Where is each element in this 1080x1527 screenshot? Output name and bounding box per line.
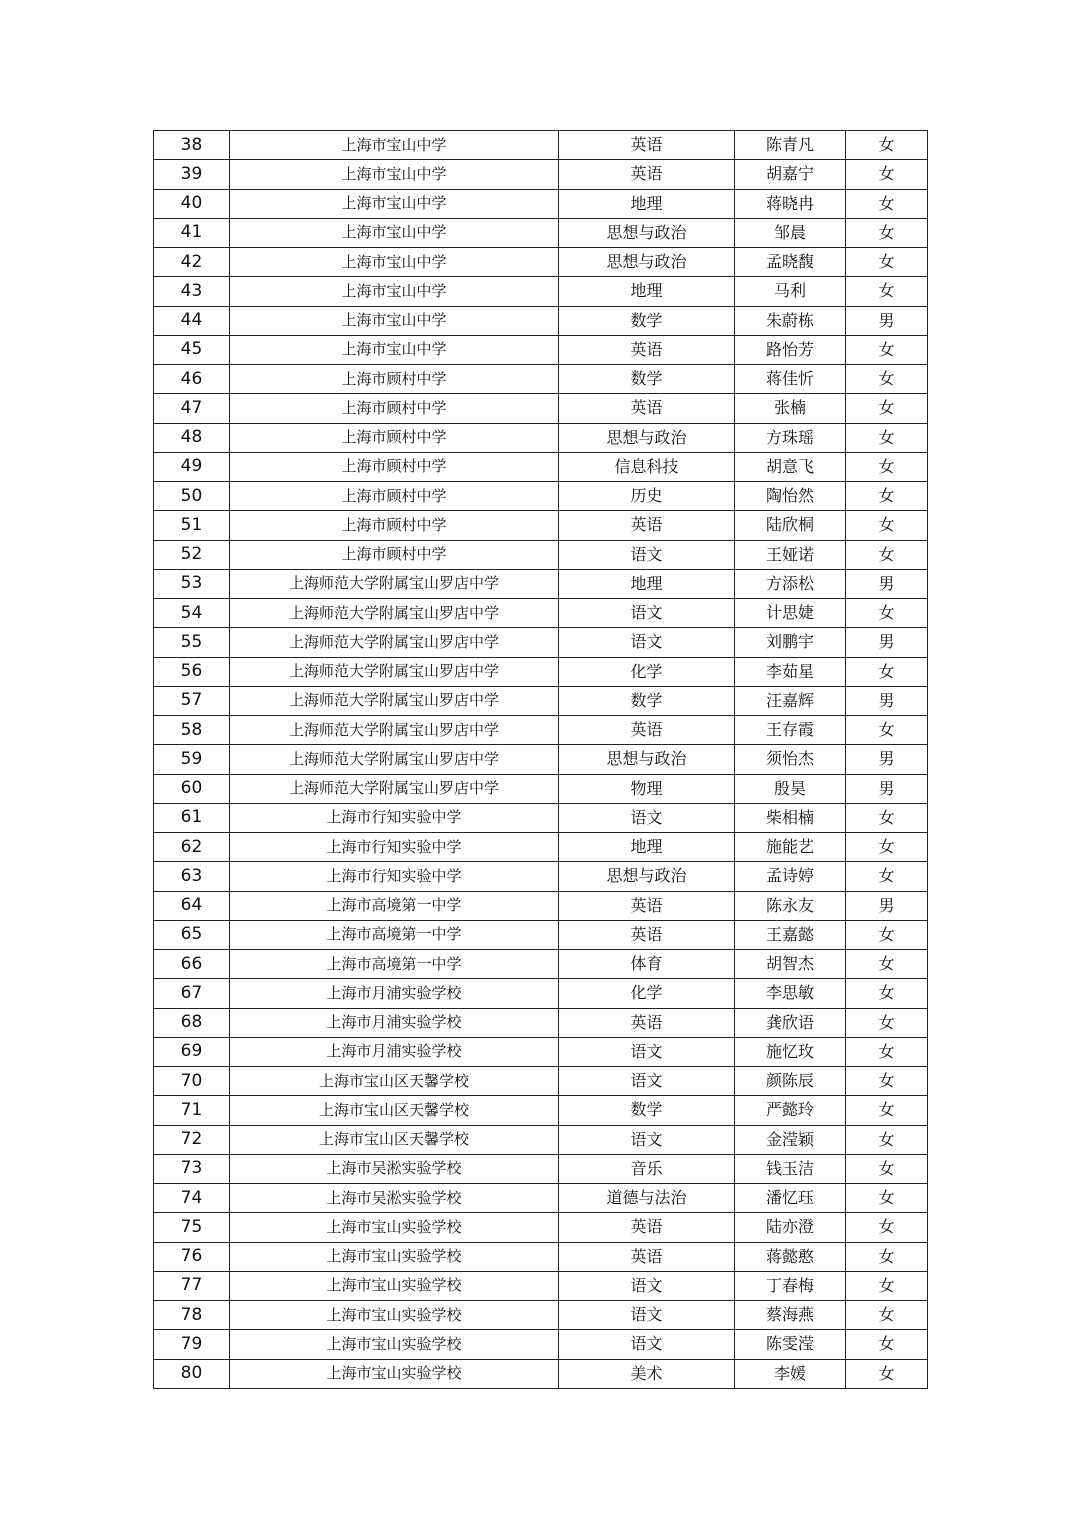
row-number-cell: 80 (154, 1359, 230, 1388)
gender-cell: 女 (846, 803, 928, 832)
teacher-name-cell: 钱玉洁 (735, 1154, 846, 1183)
school-cell: 上海市行知实验中学 (230, 862, 559, 891)
school-cell: 上海师范大学附属宝山罗店中学 (230, 599, 559, 628)
row-number-cell: 51 (154, 511, 230, 540)
teacher-name-cell: 蒋晓冉 (735, 189, 846, 218)
teacher-name-cell: 施忆玫 (735, 1037, 846, 1066)
row-number-cell: 64 (154, 891, 230, 920)
subject-cell: 数学 (559, 306, 735, 335)
row-number-cell: 74 (154, 1184, 230, 1213)
table-row (154, 745, 928, 774)
school-cell: 上海市宝山中学 (230, 189, 559, 218)
subject-cell: 思想与政治 (559, 862, 735, 891)
gender-cell: 女 (846, 657, 928, 686)
school-cell: 上海市高境第一中学 (230, 920, 559, 949)
teacher-name-cell: 胡智杰 (735, 950, 846, 979)
school-cell: 上海市行知实验中学 (230, 803, 559, 832)
gender-cell: 女 (846, 979, 928, 1008)
teacher-name-cell: 邹晨 (735, 218, 846, 247)
row-number-cell: 54 (154, 599, 230, 628)
teacher-name-cell: 王娅诺 (735, 540, 846, 569)
school-cell: 上海市宝山区天馨学校 (230, 1125, 559, 1154)
subject-cell: 语文 (559, 628, 735, 657)
table-row (154, 774, 928, 803)
teacher-name-cell: 蔡海燕 (735, 1301, 846, 1330)
row-number-cell: 49 (154, 452, 230, 481)
table-row (154, 1037, 928, 1066)
gender-cell: 女 (846, 1037, 928, 1066)
school-cell: 上海师范大学附属宝山罗店中学 (230, 569, 559, 598)
teacher-name-cell: 陈青凡 (735, 131, 846, 160)
teacher-name-cell: 方添松 (735, 569, 846, 598)
school-cell: 上海市行知实验中学 (230, 833, 559, 862)
subject-cell: 语文 (559, 1271, 735, 1300)
school-cell: 上海市宝山中学 (230, 306, 559, 335)
subject-cell: 语文 (559, 1330, 735, 1359)
school-cell: 上海市顾村中学 (230, 365, 559, 394)
row-number-cell: 59 (154, 745, 230, 774)
gender-cell: 女 (846, 365, 928, 394)
gender-cell: 男 (846, 774, 928, 803)
school-cell: 上海市宝山中学 (230, 131, 559, 160)
gender-cell: 女 (846, 1067, 928, 1096)
school-cell: 上海市宝山实验学校 (230, 1213, 559, 1242)
teacher-name-cell: 龚欣语 (735, 1008, 846, 1037)
teacher-name-cell: 施能艺 (735, 833, 846, 862)
subject-cell: 英语 (559, 335, 735, 364)
subject-cell: 地理 (559, 833, 735, 862)
row-number-cell: 40 (154, 189, 230, 218)
row-number-cell: 65 (154, 920, 230, 949)
row-number-cell: 67 (154, 979, 230, 1008)
teacher-roster-table (153, 130, 928, 1389)
table-row (154, 423, 928, 452)
subject-cell: 道德与法治 (559, 1184, 735, 1213)
gender-cell: 女 (846, 511, 928, 540)
table-row (154, 1301, 928, 1330)
row-number-cell: 72 (154, 1125, 230, 1154)
row-number-cell: 39 (154, 160, 230, 189)
subject-cell: 思想与政治 (559, 423, 735, 452)
subject-cell: 地理 (559, 189, 735, 218)
table-row (154, 335, 928, 364)
row-number-cell: 44 (154, 306, 230, 335)
gender-cell: 女 (846, 335, 928, 364)
table-row (154, 1242, 928, 1271)
subject-cell: 英语 (559, 1008, 735, 1037)
table-row (154, 365, 928, 394)
subject-cell: 地理 (559, 277, 735, 306)
row-number-cell: 55 (154, 628, 230, 657)
row-number-cell: 43 (154, 277, 230, 306)
gender-cell: 女 (846, 540, 928, 569)
subject-cell: 语文 (559, 1037, 735, 1066)
row-number-cell: 58 (154, 716, 230, 745)
subject-cell: 语文 (559, 803, 735, 832)
table-row (154, 394, 928, 423)
school-cell: 上海师范大学附属宝山罗店中学 (230, 686, 559, 715)
subject-cell: 英语 (559, 131, 735, 160)
teacher-name-cell: 蒋懿憨 (735, 1242, 846, 1271)
row-number-cell: 45 (154, 335, 230, 364)
teacher-name-cell: 严懿玲 (735, 1096, 846, 1125)
subject-cell: 英语 (559, 394, 735, 423)
row-number-cell: 66 (154, 950, 230, 979)
school-cell: 上海市宝山实验学校 (230, 1330, 559, 1359)
gender-cell: 男 (846, 745, 928, 774)
table-row (154, 657, 928, 686)
school-cell: 上海市顾村中学 (230, 394, 559, 423)
gender-cell: 女 (846, 248, 928, 277)
gender-cell: 女 (846, 1008, 928, 1037)
teacher-name-cell: 李媛 (735, 1359, 846, 1388)
subject-cell: 英语 (559, 511, 735, 540)
school-cell: 上海市宝山实验学校 (230, 1301, 559, 1330)
school-cell: 上海市吴淞实验学校 (230, 1154, 559, 1183)
subject-cell: 语文 (559, 1067, 735, 1096)
row-number-cell: 69 (154, 1037, 230, 1066)
school-cell: 上海师范大学附属宝山罗店中学 (230, 628, 559, 657)
subject-cell: 英语 (559, 160, 735, 189)
school-cell: 上海市顾村中学 (230, 452, 559, 481)
gender-cell: 女 (846, 1271, 928, 1300)
subject-cell: 英语 (559, 716, 735, 745)
row-number-cell: 50 (154, 482, 230, 511)
table-row (154, 218, 928, 247)
table-row (154, 920, 928, 949)
teacher-name-cell: 汪嘉辉 (735, 686, 846, 715)
subject-cell: 数学 (559, 686, 735, 715)
teacher-name-cell: 张楠 (735, 394, 846, 423)
table-row (154, 248, 928, 277)
table-row (154, 950, 928, 979)
row-number-cell: 61 (154, 803, 230, 832)
subject-cell: 语文 (559, 599, 735, 628)
school-cell: 上海师范大学附属宝山罗店中学 (230, 745, 559, 774)
subject-cell: 信息科技 (559, 452, 735, 481)
table-row (154, 803, 928, 832)
teacher-name-cell: 陈永友 (735, 891, 846, 920)
teacher-name-cell: 陶怡然 (735, 482, 846, 511)
row-number-cell: 70 (154, 1067, 230, 1096)
gender-cell: 女 (846, 1301, 928, 1330)
gender-cell: 女 (846, 862, 928, 891)
table-row (154, 1125, 928, 1154)
table-row (154, 511, 928, 540)
table-row (154, 1213, 928, 1242)
school-cell: 上海市高境第一中学 (230, 891, 559, 920)
school-cell: 上海师范大学附属宝山罗店中学 (230, 657, 559, 686)
gender-cell: 女 (846, 920, 928, 949)
teacher-name-cell: 王存霞 (735, 716, 846, 745)
teacher-name-cell: 李思敏 (735, 979, 846, 1008)
gender-cell: 女 (846, 1359, 928, 1388)
table-row (154, 891, 928, 920)
subject-cell: 英语 (559, 920, 735, 949)
subject-cell: 体育 (559, 950, 735, 979)
school-cell: 上海师范大学附属宝山罗店中学 (230, 716, 559, 745)
teacher-name-cell: 丁春梅 (735, 1271, 846, 1300)
school-cell: 上海市宝山中学 (230, 248, 559, 277)
subject-cell: 数学 (559, 1096, 735, 1125)
row-number-cell: 71 (154, 1096, 230, 1125)
row-number-cell: 78 (154, 1301, 230, 1330)
row-number-cell: 48 (154, 423, 230, 452)
gender-cell: 女 (846, 131, 928, 160)
table-row (154, 1154, 928, 1183)
table-row (154, 277, 928, 306)
teacher-name-cell: 陆欣桐 (735, 511, 846, 540)
row-number-cell: 75 (154, 1213, 230, 1242)
gender-cell: 女 (846, 950, 928, 979)
table-row (154, 482, 928, 511)
gender-cell: 男 (846, 686, 928, 715)
teacher-name-cell: 胡嘉宁 (735, 160, 846, 189)
table-row (154, 306, 928, 335)
school-cell: 上海市月浦实验学校 (230, 1008, 559, 1037)
row-number-cell: 77 (154, 1271, 230, 1300)
teacher-name-cell: 柴相楠 (735, 803, 846, 832)
teacher-name-cell: 殷昊 (735, 774, 846, 803)
table-row (154, 979, 928, 1008)
school-cell: 上海市宝山实验学校 (230, 1359, 559, 1388)
gender-cell: 女 (846, 423, 928, 452)
subject-cell: 历史 (559, 482, 735, 511)
table-row (154, 189, 928, 218)
teacher-name-cell: 须怡杰 (735, 745, 846, 774)
table-row (154, 1184, 928, 1213)
row-number-cell: 41 (154, 218, 230, 247)
teacher-name-cell: 计思婕 (735, 599, 846, 628)
gender-cell: 男 (846, 891, 928, 920)
teacher-name-cell: 方珠瑶 (735, 423, 846, 452)
table-row (154, 716, 928, 745)
school-cell: 上海市宝山中学 (230, 160, 559, 189)
subject-cell: 语文 (559, 1301, 735, 1330)
teacher-name-cell: 蒋佳忻 (735, 365, 846, 394)
gender-cell: 女 (846, 189, 928, 218)
gender-cell: 女 (846, 277, 928, 306)
row-number-cell: 60 (154, 774, 230, 803)
school-cell: 上海市月浦实验学校 (230, 1037, 559, 1066)
gender-cell: 男 (846, 306, 928, 335)
table-row (154, 1008, 928, 1037)
table-row (154, 686, 928, 715)
gender-cell: 女 (846, 833, 928, 862)
gender-cell: 女 (846, 1330, 928, 1359)
teacher-name-cell: 刘鹏宇 (735, 628, 846, 657)
table-row (154, 628, 928, 657)
row-number-cell: 53 (154, 569, 230, 598)
row-number-cell: 46 (154, 365, 230, 394)
teacher-name-cell: 潘忆珏 (735, 1184, 846, 1213)
row-number-cell: 73 (154, 1154, 230, 1183)
gender-cell: 女 (846, 1096, 928, 1125)
table-row (154, 599, 928, 628)
table-row (154, 1271, 928, 1300)
teacher-name-cell: 陈雯滢 (735, 1330, 846, 1359)
subject-cell: 化学 (559, 979, 735, 1008)
table-row (154, 1330, 928, 1359)
gender-cell: 女 (846, 394, 928, 423)
teacher-name-cell: 路怡芳 (735, 335, 846, 364)
gender-cell: 女 (846, 1184, 928, 1213)
school-cell: 上海市宝山中学 (230, 218, 559, 247)
gender-cell: 女 (846, 1242, 928, 1271)
school-cell: 上海市宝山中学 (230, 335, 559, 364)
row-number-cell: 42 (154, 248, 230, 277)
subject-cell: 思想与政治 (559, 248, 735, 277)
subject-cell: 思想与政治 (559, 218, 735, 247)
subject-cell: 化学 (559, 657, 735, 686)
subject-cell: 语文 (559, 1125, 735, 1154)
table-body (154, 131, 928, 1389)
gender-cell: 女 (846, 482, 928, 511)
table-row (154, 452, 928, 481)
subject-cell: 英语 (559, 1213, 735, 1242)
table-row (154, 160, 928, 189)
teacher-name-cell: 孟诗婷 (735, 862, 846, 891)
subject-cell: 语文 (559, 540, 735, 569)
subject-cell: 思想与政治 (559, 745, 735, 774)
row-number-cell: 47 (154, 394, 230, 423)
school-cell: 上海师范大学附属宝山罗店中学 (230, 774, 559, 803)
table-row (154, 1096, 928, 1125)
teacher-name-cell: 马利 (735, 277, 846, 306)
school-cell: 上海市顾村中学 (230, 482, 559, 511)
teacher-name-cell: 颜陈辰 (735, 1067, 846, 1096)
table-row (154, 862, 928, 891)
gender-cell: 女 (846, 160, 928, 189)
row-number-cell: 38 (154, 131, 230, 160)
school-cell: 上海市宝山区天馨学校 (230, 1067, 559, 1096)
school-cell: 上海市宝山实验学校 (230, 1242, 559, 1271)
subject-cell: 英语 (559, 891, 735, 920)
table-row (154, 1359, 928, 1388)
table-row (154, 833, 928, 862)
row-number-cell: 76 (154, 1242, 230, 1271)
row-number-cell: 79 (154, 1330, 230, 1359)
gender-cell: 女 (846, 452, 928, 481)
subject-cell: 英语 (559, 1242, 735, 1271)
row-number-cell: 52 (154, 540, 230, 569)
teacher-name-cell: 李茹星 (735, 657, 846, 686)
gender-cell: 男 (846, 569, 928, 598)
table-row (154, 1067, 928, 1096)
teacher-name-cell: 胡意飞 (735, 452, 846, 481)
gender-cell: 女 (846, 599, 928, 628)
school-cell: 上海市顾村中学 (230, 540, 559, 569)
school-cell: 上海市顾村中学 (230, 423, 559, 452)
table-row (154, 540, 928, 569)
school-cell: 上海市吴淞实验学校 (230, 1184, 559, 1213)
row-number-cell: 63 (154, 862, 230, 891)
school-cell: 上海市高境第一中学 (230, 950, 559, 979)
school-cell: 上海市宝山实验学校 (230, 1271, 559, 1300)
row-number-cell: 68 (154, 1008, 230, 1037)
gender-cell: 女 (846, 218, 928, 247)
teacher-name-cell: 孟晓馥 (735, 248, 846, 277)
teacher-name-cell: 王嘉懿 (735, 920, 846, 949)
teacher-name-cell: 陆亦澄 (735, 1213, 846, 1242)
school-cell: 上海市宝山中学 (230, 277, 559, 306)
table-row (154, 131, 928, 160)
gender-cell: 女 (846, 1125, 928, 1154)
teacher-name-cell: 朱蔚栋 (735, 306, 846, 335)
school-cell: 上海市月浦实验学校 (230, 979, 559, 1008)
school-cell: 上海市宝山区天馨学校 (230, 1096, 559, 1125)
school-cell: 上海市顾村中学 (230, 511, 559, 540)
gender-cell: 女 (846, 716, 928, 745)
gender-cell: 男 (846, 628, 928, 657)
table-row (154, 569, 928, 598)
teacher-name-cell: 金滢颖 (735, 1125, 846, 1154)
gender-cell: 女 (846, 1213, 928, 1242)
subject-cell: 地理 (559, 569, 735, 598)
subject-cell: 物理 (559, 774, 735, 803)
gender-cell: 女 (846, 1154, 928, 1183)
subject-cell: 音乐 (559, 1154, 735, 1183)
subject-cell: 美术 (559, 1359, 735, 1388)
row-number-cell: 57 (154, 686, 230, 715)
row-number-cell: 62 (154, 833, 230, 862)
row-number-cell: 56 (154, 657, 230, 686)
subject-cell: 数学 (559, 365, 735, 394)
